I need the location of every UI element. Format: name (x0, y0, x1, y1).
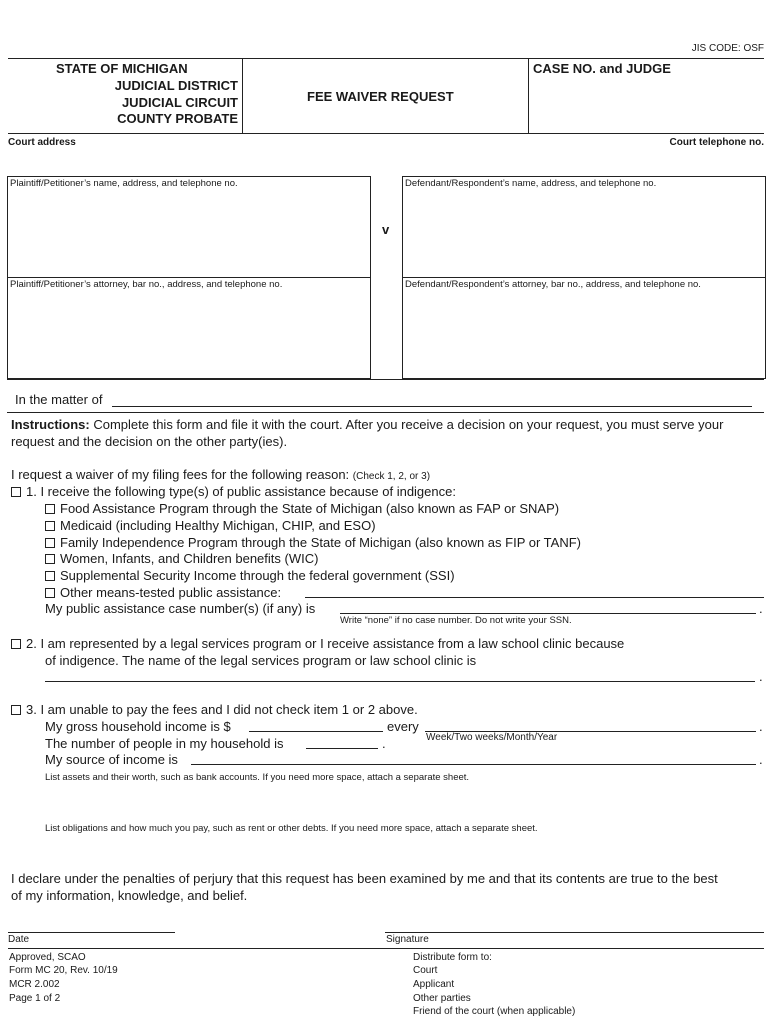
case-number-period: . (759, 601, 763, 616)
instructions-label: Instructions: (11, 417, 90, 432)
obligations-field[interactable] (45, 837, 764, 867)
reason-intro-text: I request a waiver of my filing fees for the following reason: (11, 467, 350, 482)
assets-field[interactable] (45, 786, 764, 820)
item3-checkbox[interactable] (11, 705, 21, 715)
source-period: . (759, 752, 763, 767)
reason-hint: (Check 1, 2, or 3) (352, 471, 431, 482)
fap-label: Food Assistance Program through the State of Michigan (also known as FAP or SNAP) (60, 501, 560, 516)
item2-line1: 2. I am represented by a legal services program or I receive assistance from a law school clinic because (26, 636, 625, 651)
footer-mcr: MCR 2.002 (9, 979, 60, 990)
court-address-label: Court address (8, 137, 76, 148)
court-type-district: JUDICIAL DISTRICT (114, 78, 238, 93)
ssi-label: Supplemental Security Income through the federal government (SSI) (60, 568, 455, 583)
fap-checkbox[interactable] (45, 504, 55, 514)
footer-page: Page 1 of 2 (9, 993, 61, 1004)
matter-field[interactable] (112, 406, 752, 407)
assets-hint: List assets and their worth, such as bank accounts. If you need more space, attach a separate sheet. (45, 772, 470, 783)
income-label: My gross household income is $ (45, 719, 231, 734)
defendant-attorney-label: Defendant/Respondent’s attorney, bar no., address, and telephone no. (405, 279, 701, 290)
item3-row (11, 702, 418, 717)
header-top-rule (8, 58, 764, 59)
header-bottom-rule (8, 133, 764, 134)
court-type-probate: COUNTY PROBATE (117, 111, 238, 126)
signature-label: Signature (386, 934, 429, 945)
plaintiff-box-divider (8, 277, 370, 278)
court-phone-label: Court telephone no. (669, 137, 764, 148)
medicaid-checkbox[interactable] (45, 521, 55, 531)
every-label: every (387, 719, 419, 734)
instructions-text-1: Complete this form and file it with the court. After you receive a decision on your request, you must serve your (89, 417, 724, 432)
wic-label: Women, Infants, and Children benefits (WIC) (60, 551, 319, 566)
defendant-box-divider (403, 277, 765, 278)
obligations-hint: List obligations and how much you pay, such as rent or other debts. If you need more space, attach a separate sheet. (45, 823, 538, 834)
fip-label: Family Independence Program through the State of Michigan (also known as FIP or TANF) (60, 535, 581, 550)
wic-checkbox[interactable] (45, 554, 55, 564)
header-divider-left (242, 58, 243, 133)
item2-checkbox[interactable] (11, 639, 21, 649)
item1-row (11, 484, 456, 499)
header-divider-right (528, 58, 529, 133)
defendant-label: Defendant/Respondent’s name, address, and telephone no. (405, 178, 657, 189)
case-number-field[interactable] (340, 613, 756, 614)
signature-field[interactable] (385, 932, 764, 933)
legal-services-period: . (759, 669, 763, 684)
date-label: Date (8, 934, 30, 945)
item1-option-ssi (45, 568, 455, 583)
source-field[interactable] (191, 764, 756, 765)
plaintiff-attorney-label: Plaintiff/Petitioner’s attorney, bar no., address, and telephone no. (10, 279, 283, 290)
date-field[interactable] (8, 932, 175, 933)
other-assistance-field[interactable] (305, 597, 764, 598)
recipient-friend-of-court: Friend of the court (when applicable) (413, 1006, 576, 1017)
household-period: . (382, 736, 386, 751)
form-title: FEE WAIVER REQUEST (307, 89, 454, 104)
footer-rule (8, 948, 764, 949)
distribute-label: Distribute form to: (413, 952, 492, 963)
state-label: STATE OF MICHIGAN (56, 61, 188, 76)
matter-label: In the matter of (15, 392, 103, 407)
court-type-circuit: JUDICIAL CIRCUIT (121, 95, 238, 110)
declaration-line1: I declare under the penalties of perjury that this request has been examined by me and that its contents are true to the best (11, 871, 718, 886)
declaration-line2: of my information, knowledge, and belief. (11, 888, 248, 903)
case-number-hint: Write “none” if no case number. Do not write your SSN. (340, 615, 572, 626)
item1-option-fap (45, 501, 559, 516)
footer-approved: Approved, SCAO (9, 952, 86, 963)
reason-intro (11, 467, 430, 482)
legal-services-field[interactable] (45, 681, 755, 682)
instructions (11, 417, 723, 432)
item1-option-fip (45, 535, 581, 550)
fip-checkbox[interactable] (45, 538, 55, 548)
matter-box (7, 379, 764, 413)
ssi-checkbox[interactable] (45, 571, 55, 581)
recipient-court: Court (413, 965, 438, 976)
recipient-other-parties: Other parties (413, 993, 471, 1004)
income-period-dot: . (759, 719, 763, 734)
income-field[interactable] (249, 731, 383, 732)
item1-option-medicaid (45, 518, 376, 533)
case-number-label: My public assistance case number(s) (if any) is (45, 601, 316, 616)
period-hint: Week/Two weeks/Month/Year (426, 732, 558, 743)
household-field[interactable] (306, 748, 378, 749)
plaintiff-label: Plaintiff/Petitioner’s name, address, and telephone no. (10, 178, 238, 189)
other-assistance-label: Other means-tested public assistance: (60, 585, 282, 600)
source-label: My source of income is (45, 752, 178, 767)
recipient-applicant: Applicant (413, 979, 455, 990)
item1-option-other (45, 585, 281, 600)
footer-form-number: Form MC 20, Rev. 10/19 (9, 965, 118, 976)
jis-code: JIS CODE: OSF (691, 43, 764, 54)
household-label: The number of people in my household is (45, 736, 284, 751)
medicaid-label: Medicaid (including Healthy Michigan, CHIP, and ESO) (60, 518, 376, 533)
instructions-text-2: request and the decision on the other party(ies). (11, 434, 288, 449)
item1-label: 1. I receive the following type(s) of public assistance because of indigence: (26, 484, 456, 499)
item1-checkbox[interactable] (11, 487, 21, 497)
versus-label: v (382, 222, 390, 237)
item2-row (11, 636, 624, 651)
case-no-label: CASE NO. and JUDGE (533, 61, 671, 76)
item3-label: 3. I am unable to pay the fees and I did not check item 1 or 2 above. (26, 702, 418, 717)
other-assistance-checkbox[interactable] (45, 588, 55, 598)
item2-line2: of indigence. The name of the legal services program or law school clinic is (45, 653, 477, 668)
item1-option-wic (45, 551, 318, 566)
